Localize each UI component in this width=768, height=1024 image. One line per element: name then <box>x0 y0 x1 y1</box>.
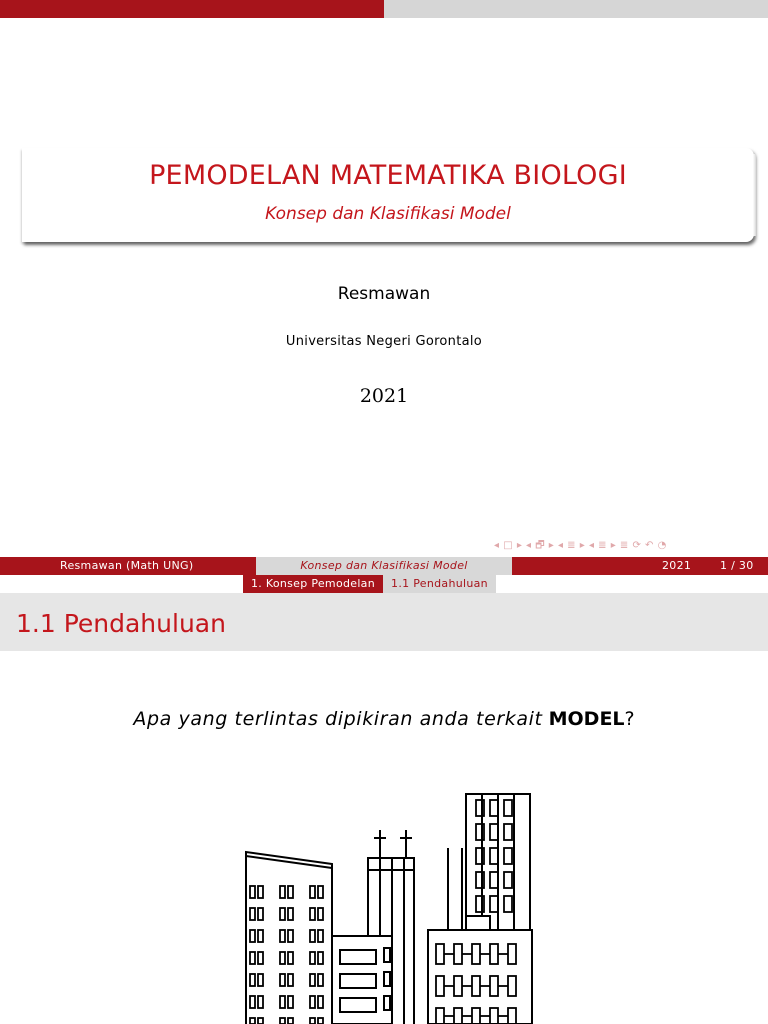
section-nav-item[interactable] <box>243 575 383 593</box>
title-box <box>22 148 754 242</box>
beamer-navigation-symbols[interactable]: ◂ □ ▸ ◂ 🗗 ▸ ◂ ≣ ▸ ◂ ≣ ▸ ≣ ⟳ ↶ ◔ <box>494 540 667 551</box>
footer-page-number: 1 / 30 <box>720 559 754 572</box>
footer-date-page-box <box>512 557 768 575</box>
question-end: ? <box>624 708 635 730</box>
section-navigation-bar <box>0 575 768 593</box>
city-buildings-icon <box>236 790 536 1024</box>
presentation-subtitle: Konsep dan Klasifikasi Model <box>265 204 511 224</box>
subsection-nav-label: 1.1 Pendahuluan <box>391 577 488 590</box>
author-name: Resmawan <box>337 284 431 304</box>
footer-title-box <box>256 557 512 575</box>
top-progress-bar-fill <box>0 0 384 18</box>
footer-short-title: Konsep dan Klasifikasi Model <box>300 559 468 572</box>
content-slide <box>0 575 768 1024</box>
frame-title-bar <box>0 593 768 651</box>
question-italic: Apa yang terlintas dipikiran anda terkait <box>133 708 543 730</box>
footer-author: Resmawan (Math UNG) <box>60 559 194 572</box>
section-nav-label: 1. Konsep Pemodelan <box>250 577 375 590</box>
institute-name: Universitas Negeri Gorontalo <box>285 334 483 349</box>
footer-year: 2021 <box>662 559 692 572</box>
question-bold: MODEL <box>548 708 625 730</box>
subsection-nav-item[interactable] <box>383 575 496 593</box>
top-progress-bar <box>0 0 768 18</box>
presentation-date: 2021 <box>359 385 409 407</box>
question-text <box>0 708 768 730</box>
frame-title: 1.1 Pendahuluan <box>16 609 226 638</box>
slide-footer <box>0 557 768 575</box>
footer-author-box <box>0 557 256 575</box>
presentation-title: PEMODELAN MATEMATIKA BIOLOGI <box>149 160 627 191</box>
